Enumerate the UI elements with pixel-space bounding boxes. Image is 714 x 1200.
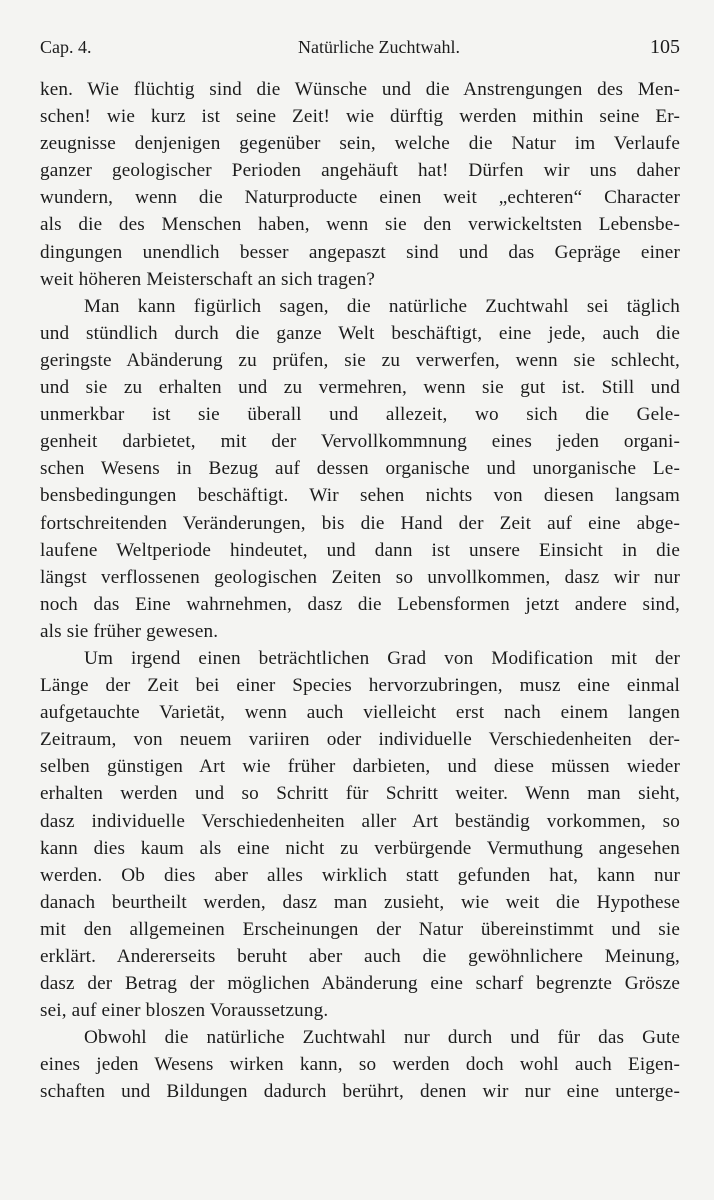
text-line: ganzer geologischer Perioden angehäuft hat! Dürfen wir uns daher [40,160,680,182]
text-line: schen! wie kurz ist seine Zeit! wie dürftig werden mithin seine Er- [40,106,680,128]
text-line: unmerkbar ist sie überall und allezeit, wo sich die Gele- [40,404,680,426]
text-line: laufene Weltperiode hindeutet, und dann ist unsere Einsicht in die [40,539,680,561]
text-line: als die des Menschen haben, wenn sie den verwickeltsten Lebensbe- [40,214,680,236]
running-header [40,36,680,60]
page-number: 105 [650,36,680,58]
text-line: als sie früher gewesen. [40,620,219,642]
text-line: fortschreitenden Veränderungen, bis die Hand der Zeit auf eine abge- [40,512,680,534]
text-line: mit den allgemeinen Erscheinungen der Natur übereinstimmt und sie [40,918,680,940]
text-line: aufgetauchte Varietät, wenn auch vielleicht erst nach einem langen [40,702,680,724]
text-line: Länge der Zeit bei einer Species hervorzubringen, musz eine einmal [40,675,680,697]
text-line: erhalten werden und so Schritt für Schritt weiter. Wenn man sieht, [40,783,680,805]
text-line: dingungen unendlich besser angepaszt sind und das Gepräge einer [40,241,680,263]
text-line: und sie zu erhalten und zu vermehren, wenn sie gut ist. Still und [40,377,680,399]
body-text [40,76,680,1106]
chapter-label: Cap. 4. [40,37,92,57]
text-line: dasz der Betrag der möglichen Abänderung eine scharf begrenzte Grösze [40,973,680,995]
text-line: erklärt. Andererseits beruht aber auch die gewöhnlichere Meinung, [40,946,680,967]
text-line: noch das Eine wahrnehmen, dasz die Lebensformen jetzt andere sind, [40,593,680,615]
paragraph-start-line: Obwohl die natürliche Zuchtwahl nur durch und für das Gute [84,1027,680,1049]
text-line: selben günstigen Art wie früher darbieten, und diese müssen wieder [40,756,680,778]
text-line: sei, auf einer bloszen Voraussetzung. [40,1000,329,1022]
paragraph-start-line: Um irgend einen beträchtlichen Grad von Modification mit der [84,647,680,669]
text-line: werden. Ob dies aber alles wirklich statt gefunden hat, kann nur [40,864,680,886]
text-line: wundern, wenn die Naturproducte einen weit „echteren“ Character [40,187,680,209]
text-line: kann dies kaum als eine nicht zu verbürgende Vermuthung angesehen [40,837,680,859]
text-line: geringste Abänderung zu prüfen, sie zu verwerfen, wenn sie schlecht, [40,349,680,371]
text-line: schaften und Bildungen dadurch berührt, denen wir nur eine unterge- [40,1081,680,1103]
text-line: schen Wesens in Bezug auf dessen organische und unorganische Le- [40,458,680,480]
text-line: eines jeden Wesens wirken kann, so werden doch wohl auch Eigen- [40,1054,680,1076]
text-line: bensbedingungen beschäftigt. Wir sehen nichts von diesen langsam [40,485,680,507]
text-line: weit höheren Meisterschaft an sich tragen? [40,268,376,290]
text-line: ken. Wie flüchtig sind die Wünsche und die Anstrengungen des Men- [40,79,680,100]
running-title: Natürliche Zuchtwahl. [298,37,460,57]
text-line: danach beurtheilt werden, dasz man zusieht, wie weit die Hypothese [40,891,680,913]
text-line: und stündlich durch die ganze Welt beschäftigt, eine jede, auch die [40,322,680,344]
text-line: zeugnisse denjenigen gegenüber sein, welche die Natur im Verlaufe [40,133,680,155]
text-line: dasz individuelle Verschiedenheiten aller Art beständig vorkommen, so [40,810,680,832]
text-line: genheit darbietet, mit der Vervollkommnung eines jeden organi- [40,431,680,453]
paragraph-start-line: Man kann figürlich sagen, die natürliche Zuchtwahl sei täglich [84,295,680,317]
text-line: Zeitraum, von neuem variiren oder individuelle Verschiedenheiten der- [40,729,680,751]
text-line: längst verflossenen geologischen Zeiten so unvollkommen, dasz wir nur [40,566,680,588]
